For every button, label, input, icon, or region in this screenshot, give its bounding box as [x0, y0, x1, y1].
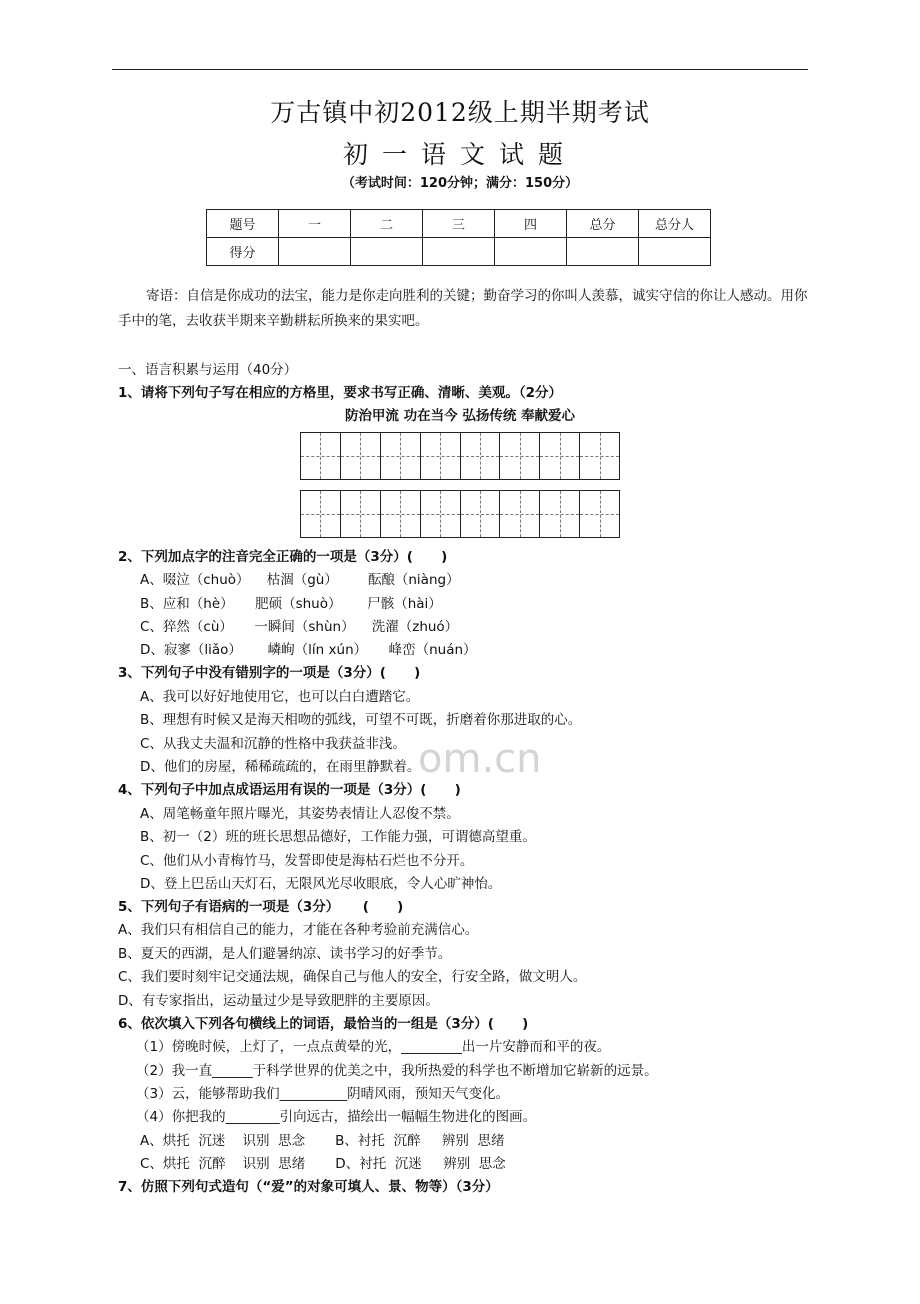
- score-cell: 总分人: [639, 210, 711, 238]
- watermark: om.cn: [418, 736, 542, 782]
- score-table: [206, 209, 711, 266]
- writing-grid-1[interactable]: [300, 432, 620, 480]
- question-2-option: A、啜泣（chuò） 枯涸（gù） 酝酿（niàng）: [140, 572, 460, 588]
- question-1-stem: 1、请将下列句子写在相应的方格里，要求书写正确、清晰、美观。（2分）: [118, 385, 563, 401]
- exam-title: 万古镇中初2012级上期半期考试: [270, 98, 650, 127]
- question-6-stem: 6、依次填入下列各句横线上的词语，最恰当的一组是（3分）( ): [118, 1016, 529, 1032]
- score-cell: 一: [279, 210, 351, 238]
- question-5-option: D、有专家指出，运动量过少是导致肥胖的主要原因。: [118, 993, 439, 1009]
- score-input-cell[interactable]: [423, 238, 495, 266]
- question-3-option: A、我可以好好地使用它，也可以白白遭踏它。: [140, 689, 420, 705]
- question-2-option: D、寂寥（liǎo） 嶙峋（lín xún） 峰峦（nuán）: [140, 642, 477, 658]
- question-2-stem: 2、下列加点字的注音完全正确的一项是（3分）( ): [118, 549, 448, 565]
- question-3-option: B、理想有时候又是海天相吻的弧线，可望不可既，折磨着你那进取的心。: [140, 712, 582, 728]
- score-cell: 二: [351, 210, 423, 238]
- question-4-option: A、周笔畅童年照片曝光，其姿势表情让人忍俊不禁。: [140, 806, 460, 822]
- question-2-option: B、应和（hè） 肥硕（shuò） 尸骸（hài）: [140, 596, 442, 612]
- score-cell: 题号: [207, 210, 279, 238]
- writing-grid-2[interactable]: [300, 490, 620, 538]
- question-6-item: （2）我一直______于科学世界的优美之中，我所热爱的科学也不断增加它崭新的远景。: [136, 1063, 658, 1079]
- question-5-option: B、夏天的西湖，是人们避暑纳凉、读书学习的好季节。: [118, 946, 452, 962]
- score-cell: 得分: [207, 238, 279, 266]
- section-heading: 一、语言积累与运用（40分）: [118, 362, 298, 378]
- score-input-cell[interactable]: [639, 238, 711, 266]
- message-paragraph: 寄语：自信是你成功的法宝，能力是你走向胜利的关键；勤奋学习的你叫人羡慕，诚实守信的你让人感动。用你手中的笔，去收获半期来辛勤耕耘所换来的果实吧。: [118, 288, 808, 329]
- question-3-option: C、从我丈夫温和沉静的性格中我获益非浅。: [140, 736, 406, 752]
- question-1-words: 防治甲流 功在当今 弘扬传统 奉献爱心: [344, 408, 576, 424]
- question-6-item: （3）云，能够帮助我们__________阴晴风雨，预知天气变化。: [136, 1086, 510, 1102]
- score-table-score-row: [207, 238, 711, 266]
- score-input-cell[interactable]: [279, 238, 351, 266]
- question-2-option: C、猝然（cù） 一瞬间（shùn） 洗濯（zhuó）: [140, 619, 459, 635]
- question-6-item: （1）傍晚时候，上灯了，一点点黄晕的光，_________出一片安静而和平的夜。: [136, 1039, 611, 1055]
- question-4-option: C、他们从小青梅竹马，发誓即使是海枯石烂也不分开。: [140, 853, 474, 869]
- question-5-option: A、我们只有相信自己的能力，才能在各种考验前充满信心。: [118, 922, 479, 938]
- score-cell: 三: [423, 210, 495, 238]
- score-cell: 总分: [567, 210, 639, 238]
- question-5-stem: 5、下列句子有语病的一项是（3分） ( ): [118, 899, 404, 915]
- score-input-cell[interactable]: [567, 238, 639, 266]
- exam-subtitle: 初一语文试题: [342, 140, 577, 169]
- question-5-option: C、我们要时刻牢记交通法规，确保自己与他人的安全，行安全路，做文明人。: [118, 969, 587, 985]
- question-3-stem: 3、下列句子中没有错别字的一项是（3分）( ): [118, 665, 421, 681]
- question-6-item: （4）你把我的________引向远古，描绘出一幅幅生物进化的图画。: [136, 1109, 537, 1125]
- exam-info: （考试时间：120分钟；满分：150分）: [341, 176, 579, 191]
- score-cell: 四: [495, 210, 567, 238]
- question-7-stem: 7、仿照下列句式造句（“爱”的对象可填人、景、物等）（3分）: [118, 1179, 499, 1195]
- score-input-cell[interactable]: [351, 238, 423, 266]
- score-input-cell[interactable]: [495, 238, 567, 266]
- question-6-option: A、烘托 沉迷 识别 思念 B、衬托 沉醉 辨别 思绪: [140, 1133, 505, 1149]
- question-3-option: D、他们的房屋，稀稀疏疏的，在雨里静默着。: [140, 759, 421, 775]
- question-4-option: B、初一（2）班的班长思想品德好，工作能力强，可谓德高望重。: [140, 829, 536, 845]
- header-rule: [112, 69, 808, 70]
- question-6-option: C、烘托 沉醉 识别 思绪 D、衬托 沉迷 辨别 思念: [140, 1156, 506, 1172]
- score-table-header-row: [207, 210, 711, 238]
- question-4-stem: 4、下列句子中加点成语运用有误的一项是（3分）( ): [118, 782, 461, 798]
- question-4-option: D、登上巴岳山天灯石，无限风光尽收眼底，令人心旷神怡。: [140, 876, 502, 892]
